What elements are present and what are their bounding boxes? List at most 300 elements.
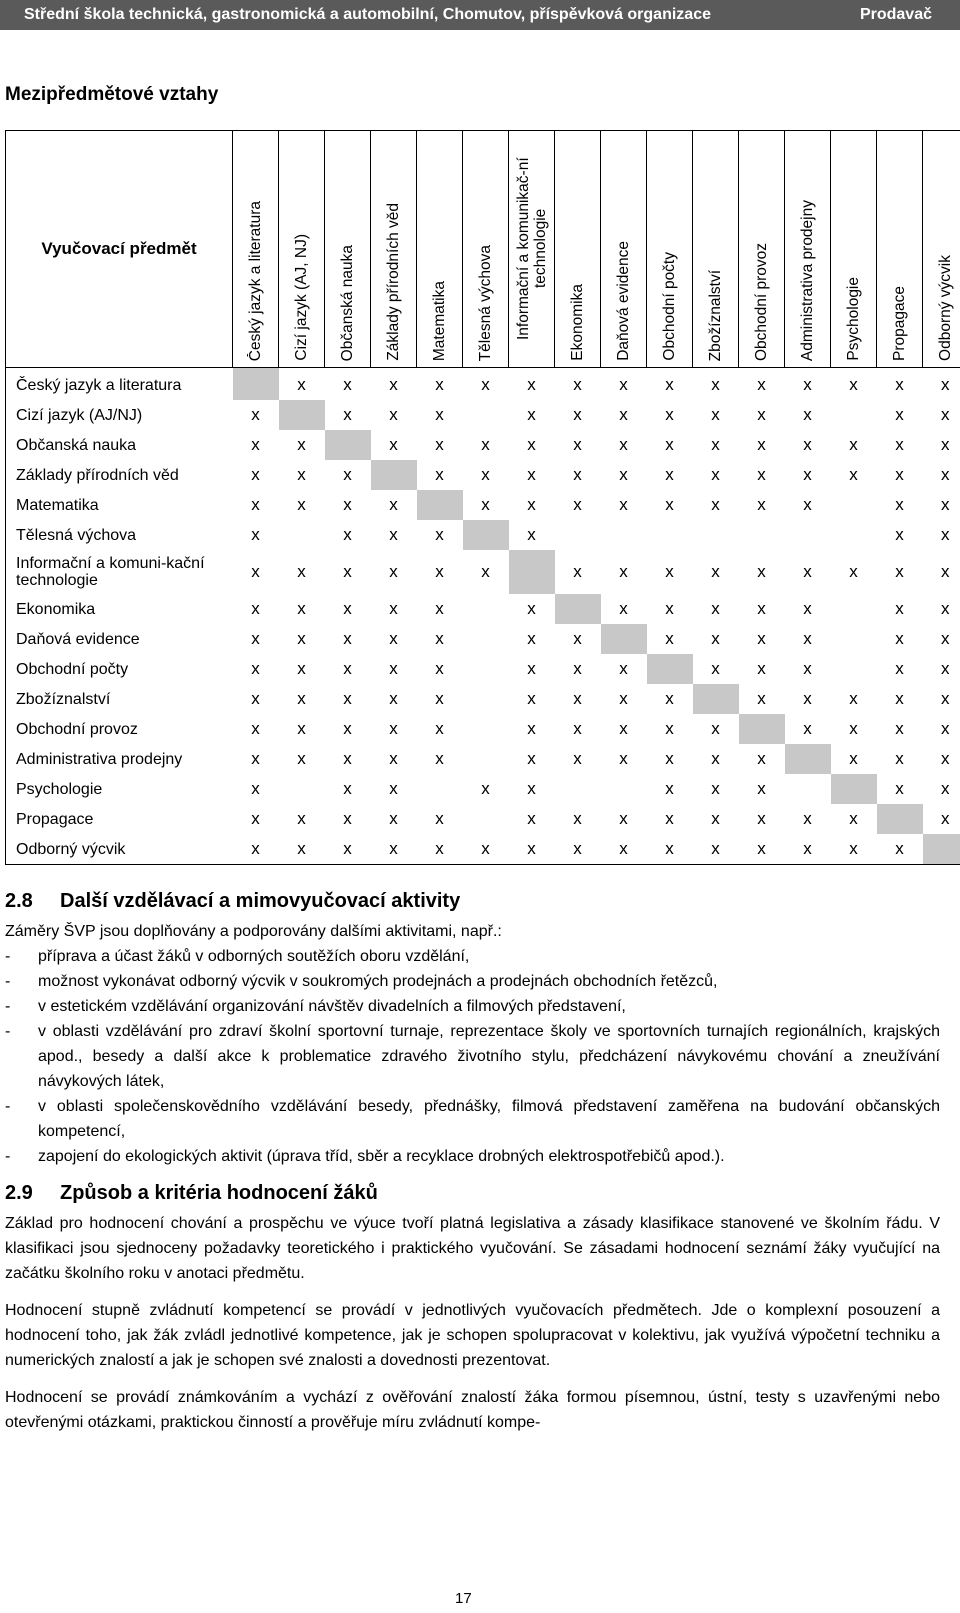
relation-cell: x [435,375,444,394]
matrix-row [6,490,960,520]
relation-cell [463,714,509,744]
relation-cell: x [665,562,674,581]
relation-cell: x [923,684,960,714]
relation-cell: x [389,659,398,678]
row-label: Odborný výcvik [6,834,233,865]
relation-cell: x [803,465,812,484]
column-header [233,131,279,368]
row-label: Ekonomika [6,594,233,624]
matrix-row [6,714,960,744]
column-header-label: Matematika [430,280,448,361]
relation-cell: x [573,749,582,768]
relation-cell [279,520,325,550]
relation-cell: x [343,659,352,678]
section-number: 2.8 [5,890,33,912]
relation-cell: x [619,375,628,394]
column-header [371,131,417,368]
matrix-corner-label: Vyučovací předmět [6,131,233,368]
relation-cell: x [757,405,766,424]
relation-cell: x [573,495,582,514]
relation-cell: x [895,562,904,581]
row-label: Český jazyk a literatura [6,368,233,401]
relation-cell: x [895,465,904,484]
relation-cell: x [389,749,398,768]
relation-cell: x [573,375,582,394]
relation-cell: x [389,435,398,454]
relation-cell: x [435,659,444,678]
relation-cell: x [435,599,444,618]
column-header [279,131,325,368]
relation-cell: x [251,435,260,454]
relation-cell: x [757,435,766,454]
relation-cell: x [803,809,812,828]
relation-cell [739,520,785,550]
relation-cell: x [601,834,647,865]
relation-cell: x [665,749,674,768]
relation-cell: x [297,749,306,768]
relation-cell: x [297,562,306,581]
relation-cell: x [527,525,536,544]
diagonal-cell [693,684,739,714]
relation-cell: x [803,689,812,708]
diagonal-cell [785,744,831,774]
section-heading-text: Další vzdělávací a mimovyučovací aktivity [60,890,461,912]
relation-cell: x [803,599,812,618]
section-2-8-heading [5,883,940,919]
relation-cell: x [343,689,352,708]
relation-cell: x [757,779,766,798]
column-header-label: Občanská nauka [338,244,356,361]
relation-cell: x [849,465,858,484]
relation-cell: x [481,495,490,514]
column-header [785,131,831,368]
relation-cell: x [527,435,536,454]
relation-cell: x [803,629,812,648]
relation-cell: x [435,562,444,581]
column-header [831,131,877,368]
diagonal-cell [463,520,509,550]
column-header [647,131,693,368]
activity-item: - příprava a účast žáků v odborných soutěžích oboru vzdělání, [5,944,940,969]
assessment-paragraph-1: Základ pro hodnocení chování a prospěchu ve výuce tvoří platná legislativa a zásady klasifikace stanovené ve školním řádu. V klasifikaci jsou sjednoceny požadavky teoretického i praktického vyučování. Se zásadami hodnocení seznámí žáky vyučující na začátku školního roku v anotaci předmětu. [5,1215,940,1282]
relation-cell: x [325,834,371,865]
relation-cell: x [573,465,582,484]
column-header [555,131,601,368]
relation-cell: x [481,779,490,798]
row-label: Psychologie [6,774,233,804]
relation-cell: x [665,779,674,798]
relation-cell: x [297,719,306,738]
relation-cell: x [389,779,398,798]
relation-cell: x [711,629,720,648]
relation-cell: x [389,525,398,544]
relation-cell: x [923,624,960,654]
matrix-row [6,684,960,714]
relation-cell: x [343,719,352,738]
relation-cell: x [757,629,766,648]
relation-cell: x [435,465,444,484]
relation-cell: x [619,659,628,678]
relation-cell [785,520,831,550]
relation-cell: x [573,405,582,424]
column-header-label: Zbožíznalství [706,269,724,361]
relation-cell: x [251,779,260,798]
matrix-row [6,460,960,490]
relation-cell: x [923,714,960,744]
row-label: Daňová evidence [6,624,233,654]
relation-cell: x [895,779,904,798]
relation-cell: x [251,719,260,738]
relation-cell: x [343,749,352,768]
relation-cell: x [831,834,877,865]
relation-cell: x [665,719,674,738]
relation-cell: x [895,689,904,708]
relation-cell: x [923,430,960,460]
relation-cell: x [527,689,536,708]
relation-cell: x [711,465,720,484]
diagonal-cell [647,654,693,684]
relation-cell: x [757,749,766,768]
matrix-row [6,654,960,684]
relation-cell: x [573,659,582,678]
relation-cell [463,400,509,430]
relation-cell [463,624,509,654]
section-heading-text: Způsob a kritéria hodnocení žáků [60,1182,378,1204]
relation-cell: x [619,435,628,454]
relation-cell: x [343,465,352,484]
relation-cell [693,520,739,550]
relation-cell [555,774,601,804]
relation-cell: x [803,495,812,514]
relation-cell: x [297,629,306,648]
relation-cell: x [527,749,536,768]
column-header-label: Daňová evidence [614,241,632,361]
relation-cell: x [849,809,858,828]
relation-cell: x [757,465,766,484]
relation-cell: x [297,689,306,708]
relation-cell: x [665,465,674,484]
relation-cell: x [895,405,904,424]
relation-cell: x [647,834,693,865]
relation-cell: x [711,375,720,394]
relation-cell: x [251,599,260,618]
relation-cell [463,684,509,714]
relation-cell: x [343,629,352,648]
relation-cell: x [527,495,536,514]
column-header-label: Propagace [890,286,908,361]
relation-cell: x [665,809,674,828]
column-header-label: Administrativa prodejny [798,199,816,361]
column-header-label: Informační a komunikač-ní technologie [514,157,549,340]
relation-cell: x [389,495,398,514]
relation-cell: x [389,562,398,581]
matrix-row [6,834,960,865]
column-header-label: Ekonomika [568,284,586,361]
relation-cell: x [555,834,601,865]
row-label: Občanská nauka [6,430,233,460]
relation-cell: x [665,495,674,514]
relation-cell: x [923,594,960,624]
diagonal-cell [877,804,923,834]
relation-cell: x [665,375,674,394]
relation-cell: x [923,804,960,834]
activity-item: - v estetickém vzdělávání organizování návštěv divadelních a filmových představení, [5,994,940,1019]
matrix-row [6,400,960,430]
relation-cell: x [803,375,812,394]
column-header-label: Tělesná výchova [476,244,494,361]
matrix-header-row [6,131,960,368]
relation-cell: x [619,719,628,738]
diagonal-cell [325,430,371,460]
relation-cell: x [711,749,720,768]
relation-cell: x [923,460,960,490]
relation-cell: x [665,405,674,424]
relation-cell: x [923,400,960,430]
relation-cell: x [297,465,306,484]
activity-item: - v oblasti společenskovědního vzdělávání besedy, přednášky, filmová představení zaměřena na budování občanských kompetencí, [5,1094,940,1144]
relation-cell [555,520,601,550]
relation-cell [831,400,877,430]
relation-cell: x [527,809,536,828]
relation-cell [647,520,693,550]
matrix-body [6,368,960,865]
matrix-row [6,368,960,401]
relation-cell: x [877,834,923,865]
relation-cell: x [573,629,582,648]
row-label: Obchodní počty [6,654,233,684]
relation-cell: x [803,405,812,424]
activity-item: - možnost vykonávat odborný výcvik v soukromých prodejnách a prodejnách obchodních řetězců, [5,969,940,994]
diagonal-cell [509,550,555,594]
matrix-row [6,624,960,654]
relation-cell [831,490,877,520]
relation-cell: x [711,809,720,828]
section-number: 2.9 [5,1182,33,1204]
relation-cell: x [849,749,858,768]
relation-cell: x [923,744,960,774]
column-header [601,131,647,368]
relation-cell: x [573,689,582,708]
relation-cell: x [297,435,306,454]
relation-cell: x [481,375,490,394]
document-body [5,883,940,1435]
relation-cell: x [739,834,785,865]
diagonal-cell [739,714,785,744]
relation-cell: x [711,719,720,738]
relation-cell: x [343,375,352,394]
relation-cell: x [785,834,831,865]
relation-cell: x [849,375,858,394]
relation-cell: x [711,435,720,454]
relation-cell: x [481,562,490,581]
relation-cell: x [389,719,398,738]
relation-cell: x [619,689,628,708]
relation-cell: x [803,719,812,738]
diagonal-cell [417,490,463,520]
relation-cell: x [251,562,260,581]
relation-cell: x [417,834,463,865]
matrix-row [6,804,960,834]
activities-list [5,944,940,1169]
row-label: Základy přírodních věd [6,460,233,490]
row-label: Administrativa prodejny [6,744,233,774]
relation-cell: x [693,834,739,865]
column-header-label: Základy přírodních věd [384,203,402,361]
matrix-row [6,430,960,460]
relation-cell: x [251,465,260,484]
relation-cell: x [343,525,352,544]
relation-cell: x [757,495,766,514]
relation-cell: x [435,435,444,454]
relation-cell: x [573,809,582,828]
column-header-label: Český jazyk a literatura [246,200,264,361]
section-title: Mezipředmětové vztahy [5,84,219,105]
relation-cell: x [665,629,674,648]
row-label: Obchodní provoz [6,714,233,744]
row-label: Matematika [6,490,233,520]
relation-cell [601,520,647,550]
relation-cell: x [297,659,306,678]
diagonal-cell [233,368,279,401]
relation-cell: x [895,435,904,454]
relation-cell: x [923,368,960,401]
relation-cell: x [923,774,960,804]
relation-cell: x [849,562,858,581]
relation-cell: x [435,405,444,424]
relation-cell: x [481,435,490,454]
relation-cell: x [527,779,536,798]
relation-cell: x [251,629,260,648]
column-header [877,131,923,368]
relation-cell [463,654,509,684]
relation-cell: x [619,495,628,514]
relation-cell: x [279,834,325,865]
relation-cell: x [343,405,352,424]
relation-cell: x [389,689,398,708]
relation-cell: x [711,599,720,618]
relation-cell: x [757,375,766,394]
relation-cell: x [435,719,444,738]
column-header [693,131,739,368]
assessment-paragraph-2: Hodnocení stupně zvládnutí kompetencí se provádí v jednotlivých vyučovacích předmětech. Jde o komplexní posouzení a hodnocení toho, jak žák zvládl jednotlivé kompetence, jak je schopen spolupracovat v kolektivu, jak využívá výpočetní techniku a numerických znalostí a jak je schopen své znalosti a dovednosti prezentovat. [5,1302,940,1369]
relation-cell: x [849,435,858,454]
relation-cell: x [895,629,904,648]
relation-cell: x [665,689,674,708]
relation-cell: x [389,375,398,394]
row-label: Zbožíznalství [6,684,233,714]
relation-cell: x [343,495,352,514]
relation-cell: x [619,405,628,424]
relation-cell: x [665,599,674,618]
relation-cell: x [251,809,260,828]
relation-cell: x [297,495,306,514]
column-header-label: Psychologie [844,277,862,361]
column-header-label: Cizí jazyk (AJ, NJ) [292,234,310,361]
page-number: 17 [455,1590,472,1607]
matrix-row [6,774,960,804]
relation-cell: x [251,525,260,544]
relation-cell [601,774,647,804]
relation-cell [279,774,325,804]
school-name: Střední škola technická, gastronomická a automobilní, Chomutov, příspěvková organizace [24,6,711,23]
relation-cell: x [527,599,536,618]
column-header [463,131,509,368]
relation-cell: x [895,495,904,514]
row-label: Tělesná výchova [6,520,233,550]
relation-cell [463,804,509,834]
activities-intro: Záměry ŠVP jsou doplňovány a podporovány dalšími aktivitami, např.: [5,923,502,940]
relation-cell: x [463,834,509,865]
relation-cell: x [711,405,720,424]
relation-cell: x [895,719,904,738]
relation-cell: x [297,599,306,618]
relation-cell: x [435,809,444,828]
relation-cell: x [803,435,812,454]
relation-cell: x [297,809,306,828]
relation-cell: x [711,659,720,678]
matrix-row [6,594,960,624]
relation-cell: x [343,599,352,618]
relation-cell: x [923,520,960,550]
relation-cell: x [435,689,444,708]
column-header-label: Obchodní provoz [752,242,770,361]
column-header [417,131,463,368]
relation-cell: x [251,405,260,424]
activity-item: - zapojení do ekologických aktivit (úprava tříd, sběr a recyklace drobných elektrospotřebičů apod.). [5,1144,940,1169]
relation-cell: x [711,562,720,581]
relation-cell: x [251,659,260,678]
relation-cell: x [233,834,279,865]
activity-item: - v oblasti vzdělávání pro zdraví školní sportovní turnaje, reprezentace školy ve sportovních turnajích regionálních, krajských apod., besedy a další akce k problematice zdravého životního stylu, předcházení návykovému chování a zneužívání návykových látek, [5,1019,940,1094]
relation-cell [463,594,509,624]
relation-cell: x [895,375,904,394]
program-name: Prodavač [859,6,932,23]
relation-cell: x [251,749,260,768]
relation-cell: x [371,834,417,865]
matrix-row [6,550,960,594]
relation-cell: x [923,550,960,594]
relation-cell: x [711,779,720,798]
relation-cell: x [619,465,628,484]
column-header [325,131,371,368]
relation-cell: x [251,495,260,514]
relation-cell [831,624,877,654]
relation-cell: x [619,562,628,581]
relation-cell: x [849,689,858,708]
relation-cell: x [527,629,536,648]
relation-cell: x [509,834,555,865]
diagonal-cell [831,774,877,804]
diagonal-cell [601,624,647,654]
relation-cell: x [895,659,904,678]
relation-cell: x [435,525,444,544]
relation-cell: x [757,809,766,828]
diagonal-cell [371,460,417,490]
relation-cell: x [527,405,536,424]
relation-cell: x [297,375,306,394]
relation-cell: x [527,659,536,678]
relation-cell: x [435,629,444,648]
relation-cell [417,774,463,804]
relation-cell [463,744,509,774]
row-label: Propagace [6,804,233,834]
section-2-9-heading [5,1175,940,1211]
column-header [739,131,785,368]
relation-cell: x [619,599,628,618]
relation-cell: x [389,809,398,828]
diagonal-cell [555,594,601,624]
relation-cell [831,520,877,550]
